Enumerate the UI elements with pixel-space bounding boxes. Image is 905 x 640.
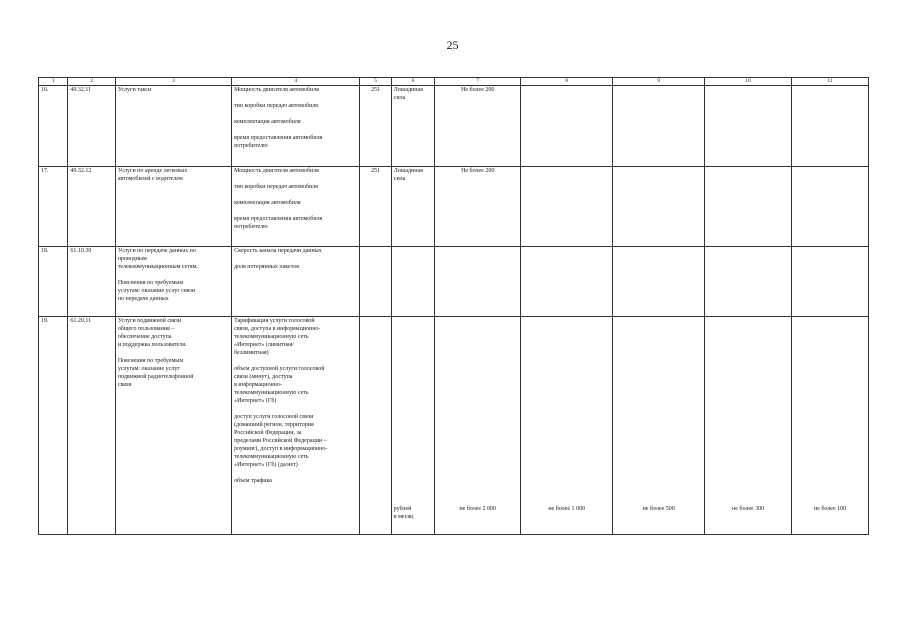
header-cell: 3	[115, 78, 231, 86]
header-cell: 8	[521, 78, 613, 86]
characteristics: Тарификация услуги голосовой связи, доступа в информационно- телекоммуникационную сеть «Интернет» (лимитная/ безлимитная) объем доступной услуги голосовой связи (минут), доступа в информационно- телекоммуникационную сеть «Интернет» (Гб) доступ услуги голосовой связи (домашний регион, территория Российской Федерации, за пределами Российской Федерации – роуминг), доступ в информационно- телекоммуникационную сеть «Интернет» (Гб) (да/нет) объем трафика	[232, 317, 360, 535]
value-col8	[521, 167, 613, 247]
row-number: 19.	[39, 317, 68, 535]
value-col10	[705, 86, 792, 167]
header-row	[39, 78, 869, 86]
value-col11	[792, 86, 869, 167]
row-number: 16.	[39, 86, 68, 167]
unit-name: Лошадиная сила	[391, 86, 434, 167]
characteristics: Мощность двигателя автомобиля тип коробки передач автомобиля комплектация автомобиля время предоставления автомобиля потребителю	[232, 86, 360, 167]
item-name: Услуги такси	[115, 86, 231, 167]
header-cell: 1	[39, 78, 68, 86]
header-cell: 10	[705, 78, 792, 86]
value-col11: не более 100	[792, 317, 869, 535]
unit-name: рублей в месяц	[391, 317, 434, 535]
header-cell: 6	[391, 78, 434, 86]
table-row	[39, 86, 869, 167]
value-col8	[521, 86, 613, 167]
value-col11	[792, 247, 869, 317]
okpd-code: 49.32.12	[68, 167, 116, 247]
page-number: 25	[446, 38, 459, 52]
item-name: Услуги подвижной связи общего пользования – обеспечение доступа и поддержка пользователя. Пояснения по требуемым услугам: оказание услуг подвижной радиотелефонной связи	[115, 317, 231, 535]
requirements-table	[38, 77, 869, 535]
okei-code: 251	[360, 167, 391, 247]
okpd-code: 61.10.30	[68, 247, 116, 317]
header-cell: 11	[792, 78, 869, 86]
item-name: Услуги по передаче данных по проводным телекоммуникационным сетям. Пояснения по требуемым услугам: оказание услуг связи по передаче данных	[115, 247, 231, 317]
value-col11	[792, 167, 869, 247]
value-col10	[705, 247, 792, 317]
okei-code	[360, 317, 391, 535]
header-cell: 9	[613, 78, 705, 86]
table-row	[39, 247, 869, 317]
value-col7: не более 2 000	[435, 317, 521, 535]
value-col9	[613, 86, 705, 167]
value-col8: не более 1 000	[521, 317, 613, 535]
value-col9: не более 500	[613, 317, 705, 535]
okpd-code: 61.20.11	[68, 317, 116, 535]
unit-name: Лошадиная сила	[391, 167, 434, 247]
characteristics: Скорость канала передачи данных доля потерянных пакетов	[232, 247, 360, 317]
header-cell: 4	[232, 78, 360, 86]
header-cell: 5	[360, 78, 391, 86]
okei-code: 251	[360, 86, 391, 167]
value-col10: не более 300	[705, 317, 792, 535]
value-col8	[521, 247, 613, 317]
unit-name	[391, 247, 434, 317]
value-col9	[613, 247, 705, 317]
okpd-code: 49.32.11	[68, 86, 116, 167]
value-col7	[435, 247, 521, 317]
header-cell: 2	[68, 78, 116, 86]
table-row	[39, 317, 869, 535]
value-col7: Не более 200	[435, 86, 521, 167]
item-name: Услуги по аренде легковых автомобилей с водителем	[115, 167, 231, 247]
okei-code	[360, 247, 391, 317]
value-col9	[613, 167, 705, 247]
row-number: 18.	[39, 247, 68, 317]
header-cell: 7	[435, 78, 521, 86]
value-col10	[705, 167, 792, 247]
value-col7: Не более 200	[435, 167, 521, 247]
table-row	[39, 167, 869, 247]
characteristics: Мощность двигателя автомобиля тип коробки передач автомобиля комплектация автомобиля время предоставления автомобиля потребителю	[232, 167, 360, 247]
row-number: 17.	[39, 167, 68, 247]
